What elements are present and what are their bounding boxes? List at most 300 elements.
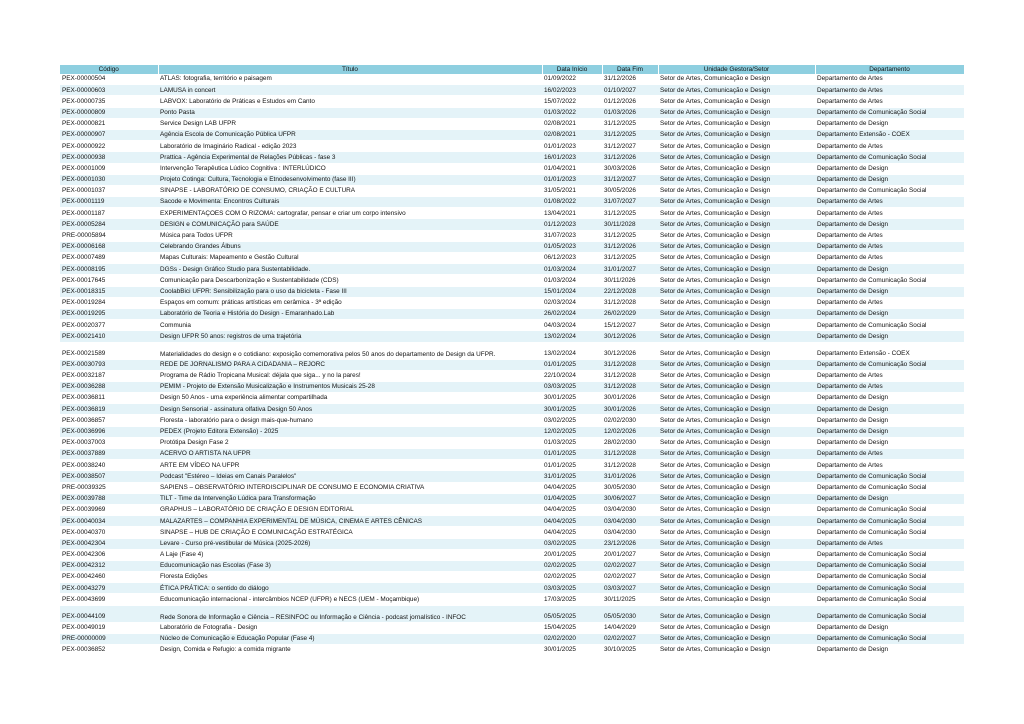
- table-row[interactable]: [60, 275, 964, 286]
- table-row[interactable]: [60, 308, 964, 319]
- cell-departamento[interactable]: Departamento de Artes: [815, 197, 964, 208]
- cell-data-inicio[interactable]: 04/04/2025: [542, 527, 602, 538]
- cell-departamento[interactable]: Departamento de Artes: [815, 74, 964, 85]
- table-row[interactable]: [60, 504, 964, 515]
- cell-titulo[interactable]: Educomunicação nas Escolas (Fase 3): [158, 560, 542, 571]
- cell-titulo[interactable]: ACERVO O ARTISTA NA UFPR: [158, 449, 542, 460]
- cell-data-fim[interactable]: 05/05/2030: [602, 605, 658, 622]
- cell-unidade[interactable]: Setor de Artes, Comunicação e Design: [658, 331, 815, 342]
- cell-codigo[interactable]: PEX-00001009: [60, 163, 158, 174]
- cell-data-inicio[interactable]: 13/02/2024: [542, 342, 602, 359]
- table-row[interactable]: [60, 241, 964, 252]
- cell-unidade[interactable]: Setor de Artes, Comunicação e Design: [658, 549, 815, 560]
- cell-departamento[interactable]: Departamento de Artes: [815, 297, 964, 308]
- cell-data-fim[interactable]: 01/03/2026: [602, 107, 658, 118]
- cell-titulo[interactable]: Protótipa Design Fase 2: [158, 437, 542, 448]
- header-departamento[interactable]: Departamento: [815, 65, 964, 74]
- cell-titulo[interactable]: Materialidades do design e o cotidiano: exposição comemorativa pelos 50 anos do departamento de Design da UFPR.: [158, 342, 542, 359]
- cell-data-fim[interactable]: 01/12/2026: [602, 96, 658, 107]
- cell-data-inicio[interactable]: 03/03/2025: [542, 381, 602, 392]
- cell-titulo[interactable]: Design Sensorial - assinatura olfativa Design 50 Anos: [158, 404, 542, 415]
- table-row[interactable]: [60, 320, 964, 331]
- cell-codigo[interactable]: PEX-00040370: [60, 527, 158, 538]
- cell-data-fim[interactable]: 31/12/2028: [602, 359, 658, 370]
- cell-unidade[interactable]: Setor de Artes, Comunicação e Design: [658, 633, 815, 644]
- cell-unidade[interactable]: Setor de Artes, Comunicação e Design: [658, 297, 815, 308]
- cell-data-inicio[interactable]: 13/02/2024: [542, 331, 602, 342]
- cell-data-fim[interactable]: 02/02/2027: [602, 633, 658, 644]
- cell-codigo[interactable]: PEX-00039788: [60, 493, 158, 504]
- cell-departamento[interactable]: Departamento de Artes: [815, 141, 964, 152]
- cell-data-fim[interactable]: 31/12/2028: [602, 449, 658, 460]
- table-row[interactable]: [60, 197, 964, 208]
- cell-data-inicio[interactable]: 03/02/2025: [542, 415, 602, 426]
- cell-data-inicio[interactable]: 31/07/2023: [542, 230, 602, 241]
- table-row[interactable]: [60, 460, 964, 471]
- table-row[interactable]: [60, 381, 964, 392]
- cell-departamento[interactable]: Departamento de Design: [815, 393, 964, 404]
- cell-codigo[interactable]: PEX-00018315: [60, 286, 158, 297]
- cell-titulo[interactable]: Design, Comida e Refugio: a comida migrante: [158, 645, 542, 656]
- cell-data-fim[interactable]: 31/12/2028: [602, 460, 658, 471]
- cell-codigo[interactable]: PEX-00008195: [60, 264, 158, 275]
- cell-titulo[interactable]: SINAPSE – HUB DE CRIAÇÃO E COMUNICAÇÃO ESTRATÉGICA: [158, 527, 542, 538]
- table-row[interactable]: [60, 404, 964, 415]
- cell-titulo[interactable]: TILT - Time da Intervenção Lúdica para Transformação: [158, 493, 542, 504]
- table-row[interactable]: [60, 549, 964, 560]
- cell-data-inicio[interactable]: 16/01/2023: [542, 152, 602, 163]
- cell-titulo[interactable]: Levare - Curso pré-vestibular de Música (2025-2026): [158, 538, 542, 549]
- cell-data-inicio[interactable]: 01/04/2021: [542, 163, 602, 174]
- cell-departamento[interactable]: Departamento de Comunicação Social: [815, 275, 964, 286]
- cell-departamento[interactable]: Departamento de Design: [815, 331, 964, 342]
- cell-data-fim[interactable]: 31/12/2028: [602, 381, 658, 392]
- table-row[interactable]: [60, 253, 964, 264]
- cell-data-fim[interactable]: 31/12/2026: [602, 241, 658, 252]
- cell-data-inicio[interactable]: 01/01/2023: [542, 174, 602, 185]
- cell-codigo[interactable]: PEX-00001037: [60, 185, 158, 196]
- cell-titulo[interactable]: Intervenção Terapêutica Lúdico Cognitiva : INTERLÚDICO: [158, 163, 542, 174]
- cell-data-fim[interactable]: 02/02/2027: [602, 560, 658, 571]
- cell-codigo[interactable]: PEX-00036852: [60, 645, 158, 656]
- cell-unidade[interactable]: Setor de Artes, Comunicação e Design: [658, 527, 815, 538]
- cell-titulo[interactable]: DESIGN e COMUNICAÇÃO para SAÚDE: [158, 219, 542, 230]
- cell-data-inicio[interactable]: 02/08/2021: [542, 118, 602, 129]
- cell-data-fim[interactable]: 02/02/2027: [602, 572, 658, 583]
- cell-codigo[interactable]: PRE-00039325: [60, 482, 158, 493]
- cell-data-inicio[interactable]: 22/10/2024: [542, 370, 602, 381]
- cell-data-inicio[interactable]: 02/08/2021: [542, 129, 602, 140]
- table-row[interactable]: [60, 286, 964, 297]
- table-row[interactable]: [60, 163, 964, 174]
- cell-data-fim[interactable]: 31/12/2025: [602, 208, 658, 219]
- cell-data-inicio[interactable]: 30/01/2025: [542, 404, 602, 415]
- cell-titulo[interactable]: Laboratório de Imaginário Radical - edição 2023: [158, 141, 542, 152]
- cell-titulo[interactable]: MALAZARTES – COMPANHIA EXPERIMENTAL DE MÚSICA, CINEMA E ARTES CÊNICAS: [158, 516, 542, 527]
- cell-data-fim[interactable]: 31/01/2026: [602, 471, 658, 482]
- cell-titulo[interactable]: Communia: [158, 320, 542, 331]
- cell-titulo[interactable]: Comunicação para Descarbonização e Sustentabilidade (CDS): [158, 275, 542, 286]
- cell-data-inicio[interactable]: 02/02/2020: [542, 633, 602, 644]
- table-row[interactable]: [60, 633, 964, 644]
- table-row[interactable]: [60, 331, 964, 342]
- cell-unidade[interactable]: Setor de Artes, Comunicação e Design: [658, 583, 815, 594]
- cell-unidade[interactable]: Setor de Artes, Comunicação e Design: [658, 197, 815, 208]
- cell-codigo[interactable]: PEX-00037889: [60, 449, 158, 460]
- cell-titulo[interactable]: EXPERIMENTAÇOES COM O RIZOMA: cartografar, pensar e criar um corpo intensivo: [158, 208, 542, 219]
- table-row[interactable]: [60, 174, 964, 185]
- table-row[interactable]: [60, 208, 964, 219]
- cell-departamento[interactable]: Departamento de Comunicação Social: [815, 185, 964, 196]
- cell-data-fim[interactable]: 31/01/2027: [602, 264, 658, 275]
- cell-data-inicio[interactable]: 02/03/2024: [542, 297, 602, 308]
- cell-departamento[interactable]: Departamento de Comunicação Social: [815, 560, 964, 571]
- cell-departamento[interactable]: Departamento de Artes: [815, 230, 964, 241]
- cell-titulo[interactable]: LAMUSA in concert: [158, 85, 542, 96]
- cell-unidade[interactable]: Setor de Artes, Comunicação e Design: [658, 471, 815, 482]
- cell-codigo[interactable]: PEX-00042312: [60, 560, 158, 571]
- cell-data-inicio[interactable]: 31/05/2021: [542, 185, 602, 196]
- cell-unidade[interactable]: Setor de Artes, Comunicação e Design: [658, 163, 815, 174]
- cell-data-fim[interactable]: 01/10/2027: [602, 85, 658, 96]
- cell-data-fim[interactable]: 30/01/2026: [602, 393, 658, 404]
- cell-titulo[interactable]: GRAPHUS – LABORATÓRIO DE CRIAÇÃO E DESIGN EDITORIAL: [158, 504, 542, 515]
- table-row[interactable]: [60, 538, 964, 549]
- cell-data-fim[interactable]: 31/12/2026: [602, 74, 658, 85]
- cell-data-fim[interactable]: 31/12/2025: [602, 230, 658, 241]
- cell-unidade[interactable]: Setor de Artes, Comunicação e Design: [658, 185, 815, 196]
- cell-codigo[interactable]: PEX-00000922: [60, 141, 158, 152]
- cell-departamento[interactable]: Departamento de Artes: [815, 241, 964, 252]
- table-row[interactable]: [60, 141, 964, 152]
- cell-codigo[interactable]: PEX-00038507: [60, 471, 158, 482]
- cell-data-inicio[interactable]: 02/02/2025: [542, 560, 602, 571]
- cell-data-inicio[interactable]: 06/12/2023: [542, 253, 602, 264]
- cell-unidade[interactable]: Setor de Artes, Comunicação e Design: [658, 208, 815, 219]
- cell-unidade[interactable]: Setor de Artes, Comunicação e Design: [658, 342, 815, 359]
- cell-data-fim[interactable]: 02/02/2030: [602, 415, 658, 426]
- cell-data-inicio[interactable]: 01/03/2024: [542, 264, 602, 275]
- cell-codigo[interactable]: PEX-00040034: [60, 516, 158, 527]
- cell-departamento[interactable]: Departamento de Artes: [815, 449, 964, 460]
- cell-data-inicio[interactable]: 31/01/2025: [542, 471, 602, 482]
- cell-unidade[interactable]: Setor de Artes, Comunicação e Design: [658, 449, 815, 460]
- table-row[interactable]: [60, 129, 964, 140]
- cell-data-inicio[interactable]: 30/01/2025: [542, 393, 602, 404]
- cell-data-fim[interactable]: 30/11/2025: [602, 594, 658, 605]
- cell-titulo[interactable]: SINAPSE - LABORATÓRIO DE CONSUMO, CRIAÇÃO E CULTURA: [158, 185, 542, 196]
- cell-data-inicio[interactable]: 01/12/2023: [542, 219, 602, 230]
- table-row[interactable]: [60, 605, 964, 622]
- cell-unidade[interactable]: Setor de Artes, Comunicação e Design: [658, 320, 815, 331]
- cell-codigo[interactable]: PEX-00021410: [60, 331, 158, 342]
- cell-unidade[interactable]: Setor de Artes, Comunicação e Design: [658, 622, 815, 633]
- cell-departamento[interactable]: Departamento de Comunicação Social: [815, 633, 964, 644]
- table-row[interactable]: [60, 426, 964, 437]
- header-titulo[interactable]: Título: [158, 65, 542, 74]
- cell-unidade[interactable]: Setor de Artes, Comunicação e Design: [658, 96, 815, 107]
- cell-codigo[interactable]: PEX-00019284: [60, 297, 158, 308]
- cell-departamento[interactable]: Departamento de Design: [815, 174, 964, 185]
- cell-unidade[interactable]: Setor de Artes, Comunicação e Design: [658, 129, 815, 140]
- table-row[interactable]: [60, 415, 964, 426]
- cell-departamento[interactable]: Departamento de Artes: [815, 370, 964, 381]
- cell-data-fim[interactable]: 31/12/2025: [602, 253, 658, 264]
- cell-departamento[interactable]: Departamento de Comunicação Social: [815, 359, 964, 370]
- table-row[interactable]: [60, 74, 964, 85]
- cell-data-fim[interactable]: 12/02/2026: [602, 426, 658, 437]
- cell-unidade[interactable]: Setor de Artes, Comunicação e Design: [658, 426, 815, 437]
- cell-data-fim[interactable]: 30/12/2026: [602, 342, 658, 359]
- cell-departamento[interactable]: Departamento de Comunicação Social: [815, 549, 964, 560]
- cell-departamento[interactable]: Departamento de Design: [815, 437, 964, 448]
- cell-unidade[interactable]: Setor de Artes, Comunicação e Design: [658, 286, 815, 297]
- header-data-inicio[interactable]: Data Início: [542, 65, 602, 74]
- cell-unidade[interactable]: Setor de Artes, Comunicação e Design: [658, 107, 815, 118]
- cell-titulo[interactable]: Agência Escola de Comunicação Pública UFPR: [158, 129, 542, 140]
- cell-departamento[interactable]: Departamento Extensão - COEX: [815, 129, 964, 140]
- cell-data-inicio[interactable]: 26/02/2024: [542, 308, 602, 319]
- cell-codigo[interactable]: PEX-00021589: [60, 342, 158, 359]
- table-row[interactable]: [60, 482, 964, 493]
- cell-data-fim[interactable]: 15/12/2027: [602, 320, 658, 331]
- cell-departamento[interactable]: Departamento Extensão - COEX: [815, 342, 964, 359]
- cell-departamento[interactable]: Departamento de Design: [815, 622, 964, 633]
- cell-codigo[interactable]: PEX-00000907: [60, 129, 158, 140]
- cell-departamento[interactable]: Departamento de Design: [815, 493, 964, 504]
- cell-titulo[interactable]: DGSs - Design Gráfico Studio para Sustentabilidade.: [158, 264, 542, 275]
- cell-codigo[interactable]: PEX-00036996: [60, 426, 158, 437]
- cell-data-inicio[interactable]: 30/01/2025: [542, 645, 602, 656]
- cell-unidade[interactable]: Setor de Artes, Comunicação e Design: [658, 308, 815, 319]
- table-row[interactable]: [60, 118, 964, 129]
- cell-departamento[interactable]: Departamento de Artes: [815, 460, 964, 471]
- cell-codigo[interactable]: PEX-00030793: [60, 359, 158, 370]
- cell-codigo[interactable]: PEX-00000809: [60, 107, 158, 118]
- cell-titulo[interactable]: Programa de Rádio Tropicana Musical: déjala que siga... y no la pares!: [158, 370, 542, 381]
- cell-unidade[interactable]: Setor de Artes, Comunicação e Design: [658, 85, 815, 96]
- cell-data-inicio[interactable]: 01/01/2025: [542, 460, 602, 471]
- cell-data-fim[interactable]: 31/12/2027: [602, 174, 658, 185]
- cell-departamento[interactable]: Departamento de Design: [815, 219, 964, 230]
- cell-unidade[interactable]: Setor de Artes, Comunicação e Design: [658, 538, 815, 549]
- cell-unidade[interactable]: Setor de Artes, Comunicação e Design: [658, 219, 815, 230]
- cell-data-fim[interactable]: 14/04/2029: [602, 622, 658, 633]
- cell-unidade[interactable]: Setor de Artes, Comunicação e Design: [658, 359, 815, 370]
- cell-departamento[interactable]: Departamento de Design: [815, 308, 964, 319]
- cell-unidade[interactable]: Setor de Artes, Comunicação e Design: [658, 141, 815, 152]
- cell-titulo[interactable]: Laboratório de Teoria e História do Design - Emaranhado.Lab: [158, 308, 542, 319]
- cell-data-inicio[interactable]: 04/03/2024: [542, 320, 602, 331]
- table-row[interactable]: [60, 516, 964, 527]
- table-row[interactable]: [60, 264, 964, 275]
- table-row[interactable]: [60, 219, 964, 230]
- cell-codigo[interactable]: PEX-00001030: [60, 174, 158, 185]
- cell-departamento[interactable]: Departamento de Comunicação Social: [815, 152, 964, 163]
- table-row[interactable]: [60, 230, 964, 241]
- cell-codigo[interactable]: PEX-00017645: [60, 275, 158, 286]
- cell-unidade[interactable]: Setor de Artes, Comunicação e Design: [658, 560, 815, 571]
- cell-unidade[interactable]: Setor de Artes, Comunicação e Design: [658, 230, 815, 241]
- cell-data-fim[interactable]: 31/12/2028: [602, 297, 658, 308]
- cell-titulo[interactable]: ARTE EM VÍDEO NA UFPR: [158, 460, 542, 471]
- table-row[interactable]: [60, 342, 964, 359]
- cell-data-fim[interactable]: 20/01/2027: [602, 549, 658, 560]
- cell-codigo[interactable]: PEX-00001187: [60, 208, 158, 219]
- cell-data-inicio[interactable]: 01/04/2025: [542, 493, 602, 504]
- cell-unidade[interactable]: Setor de Artes, Comunicação e Design: [658, 572, 815, 583]
- cell-titulo[interactable]: Educomunicação internacional - intercâmbios NCEP (UFPR) e NECS (UEM - Moçambique): [158, 594, 542, 605]
- cell-unidade[interactable]: Setor de Artes, Comunicação e Design: [658, 504, 815, 515]
- cell-codigo[interactable]: PEX-00020377: [60, 320, 158, 331]
- cell-codigo[interactable]: PEX-00000504: [60, 74, 158, 85]
- cell-codigo[interactable]: PEX-00037003: [60, 437, 158, 448]
- cell-data-inicio[interactable]: 03/02/2025: [542, 538, 602, 549]
- table-row[interactable]: [60, 107, 964, 118]
- cell-data-inicio[interactable]: 12/02/2025: [542, 426, 602, 437]
- cell-titulo[interactable]: PEDEX (Projeto Editora Extensão) - 2025: [158, 426, 542, 437]
- cell-departamento[interactable]: Departamento de Comunicação Social: [815, 605, 964, 622]
- cell-codigo[interactable]: PEX-00036819: [60, 404, 158, 415]
- cell-codigo[interactable]: PEX-00036811: [60, 393, 158, 404]
- cell-departamento[interactable]: Departamento de Artes: [815, 208, 964, 219]
- cell-data-inicio[interactable]: 01/01/2025: [542, 359, 602, 370]
- table-row[interactable]: [60, 370, 964, 381]
- cell-departamento[interactable]: Departamento de Artes: [815, 85, 964, 96]
- cell-titulo[interactable]: Ponto Pasta: [158, 107, 542, 118]
- cell-data-inicio[interactable]: 03/03/2025: [542, 583, 602, 594]
- cell-data-inicio[interactable]: 01/01/2023: [542, 141, 602, 152]
- cell-data-fim[interactable]: 31/12/2026: [602, 152, 658, 163]
- cell-data-fim[interactable]: 03/04/2030: [602, 527, 658, 538]
- cell-departamento[interactable]: Departamento de Artes: [815, 538, 964, 549]
- cell-codigo[interactable]: PEX-00036288: [60, 381, 158, 392]
- cell-data-inicio[interactable]: 01/03/2025: [542, 437, 602, 448]
- cell-titulo[interactable]: Laboratório de Fotografia - Design: [158, 622, 542, 633]
- table-row[interactable]: [60, 437, 964, 448]
- cell-codigo[interactable]: PEX-00001119: [60, 197, 158, 208]
- cell-titulo[interactable]: Celebrando Grandes Álbuns: [158, 241, 542, 252]
- cell-departamento[interactable]: Departamento de Comunicação Social: [815, 504, 964, 515]
- table-row[interactable]: [60, 622, 964, 633]
- cell-data-fim[interactable]: 03/04/2030: [602, 516, 658, 527]
- cell-data-fim[interactable]: 31/07/2027: [602, 197, 658, 208]
- cell-codigo[interactable]: PEX-00000735: [60, 96, 158, 107]
- cell-unidade[interactable]: Setor de Artes, Comunicação e Design: [658, 381, 815, 392]
- cell-unidade[interactable]: Setor de Artes, Comunicação e Design: [658, 74, 815, 85]
- header-unidade[interactable]: Unidade Gestora/Setor: [658, 65, 815, 74]
- cell-data-fim[interactable]: 31/12/2027: [602, 141, 658, 152]
- cell-codigo[interactable]: PEX-00043699: [60, 594, 158, 605]
- table-row[interactable]: [60, 85, 964, 96]
- cell-departamento[interactable]: Departamento de Design: [815, 264, 964, 275]
- cell-codigo[interactable]: PEX-00044109: [60, 605, 158, 622]
- cell-titulo[interactable]: REDE DE JORNALISMO PARA A CIDADANIA – REJORC: [158, 359, 542, 370]
- table-row[interactable]: [60, 471, 964, 482]
- table-row[interactable]: [60, 359, 964, 370]
- cell-titulo[interactable]: PEMIM - Projeto de Extensão Musicalização e Instrumentos Musicais 25-28: [158, 381, 542, 392]
- cell-departamento[interactable]: Departamento de Comunicação Social: [815, 594, 964, 605]
- cell-unidade[interactable]: Setor de Artes, Comunicação e Design: [658, 370, 815, 381]
- cell-titulo[interactable]: Espaços em comum: práticas artísticas em cerâmica - 3ª edição: [158, 297, 542, 308]
- table-row[interactable]: [60, 96, 964, 107]
- cell-codigo[interactable]: PEX-00005284: [60, 219, 158, 230]
- cell-titulo[interactable]: Floresta Edições: [158, 572, 542, 583]
- cell-titulo[interactable]: A Laje (Fase 4): [158, 549, 542, 560]
- cell-data-inicio[interactable]: 01/08/2022: [542, 197, 602, 208]
- cell-unidade[interactable]: Setor de Artes, Comunicação e Design: [658, 460, 815, 471]
- cell-unidade[interactable]: Setor de Artes, Comunicação e Design: [658, 645, 815, 656]
- cell-titulo[interactable]: Núcleo de Comunicação e Educação Popular (Fase 4): [158, 633, 542, 644]
- cell-data-inicio[interactable]: 15/01/2024: [542, 286, 602, 297]
- cell-departamento[interactable]: Departamento de Design: [815, 286, 964, 297]
- cell-data-fim[interactable]: 26/02/2029: [602, 308, 658, 319]
- cell-codigo[interactable]: PEX-00000938: [60, 152, 158, 163]
- cell-departamento[interactable]: Departamento de Comunicação Social: [815, 572, 964, 583]
- cell-codigo[interactable]: PEX-00038240: [60, 460, 158, 471]
- cell-data-inicio[interactable]: 04/04/2025: [542, 516, 602, 527]
- cell-departamento[interactable]: Departamento de Comunicação Social: [815, 482, 964, 493]
- cell-codigo[interactable]: PEX-00042460: [60, 572, 158, 583]
- cell-data-fim[interactable]: 30/05/2026: [602, 185, 658, 196]
- cell-unidade[interactable]: Setor de Artes, Comunicação e Design: [658, 482, 815, 493]
- cell-unidade[interactable]: Setor de Artes, Comunicação e Design: [658, 275, 815, 286]
- cell-data-inicio[interactable]: 01/09/2022: [542, 74, 602, 85]
- cell-unidade[interactable]: Setor de Artes, Comunicação e Design: [658, 516, 815, 527]
- cell-codigo[interactable]: PEX-00007489: [60, 253, 158, 264]
- cell-codigo[interactable]: PEX-00019295: [60, 308, 158, 319]
- cell-data-inicio[interactable]: 01/03/2022: [542, 107, 602, 118]
- cell-data-fim[interactable]: 28/02/2030: [602, 437, 658, 448]
- table-row[interactable]: [60, 645, 964, 656]
- header-codigo[interactable]: Código: [60, 65, 158, 74]
- cell-unidade[interactable]: Setor de Artes, Comunicação e Design: [658, 118, 815, 129]
- cell-departamento[interactable]: Departamento de Comunicação Social: [815, 320, 964, 331]
- cell-data-inicio[interactable]: 01/03/2024: [542, 275, 602, 286]
- cell-unidade[interactable]: Setor de Artes, Comunicação e Design: [658, 404, 815, 415]
- cell-data-fim[interactable]: 31/12/2025: [602, 129, 658, 140]
- cell-data-inicio[interactable]: 04/04/2025: [542, 482, 602, 493]
- table-row[interactable]: [60, 527, 964, 538]
- cell-data-inicio[interactable]: 13/04/2021: [542, 208, 602, 219]
- table-row[interactable]: [60, 572, 964, 583]
- cell-titulo[interactable]: Service Design LAB UFPR: [158, 118, 542, 129]
- table-row[interactable]: [60, 297, 964, 308]
- cell-titulo[interactable]: Sacode e Movimenta: Encontros Culturais: [158, 197, 542, 208]
- cell-data-fim[interactable]: 30/03/2026: [602, 163, 658, 174]
- cell-titulo[interactable]: Design 50 Anos - uma experiência alimentar compartilhada: [158, 393, 542, 404]
- cell-data-fim[interactable]: 30/05/2030: [602, 482, 658, 493]
- cell-data-fim[interactable]: 30/10/2025: [602, 645, 658, 656]
- cell-data-fim[interactable]: 22/12/2028: [602, 286, 658, 297]
- cell-data-inicio[interactable]: 15/04/2025: [542, 622, 602, 633]
- cell-titulo[interactable]: Floresta - laboratório para o design mais-que-humano: [158, 415, 542, 426]
- cell-data-inicio[interactable]: 16/02/2023: [542, 85, 602, 96]
- cell-unidade[interactable]: Setor de Artes, Comunicação e Design: [658, 152, 815, 163]
- table-row[interactable]: [60, 583, 964, 594]
- cell-unidade[interactable]: Setor de Artes, Comunicação e Design: [658, 253, 815, 264]
- cell-data-fim[interactable]: 31/12/2028: [602, 370, 658, 381]
- cell-codigo[interactable]: PEX-00039969: [60, 504, 158, 515]
- cell-departamento[interactable]: Departamento de Design: [815, 426, 964, 437]
- cell-departamento[interactable]: Departamento de Design: [815, 118, 964, 129]
- table-row[interactable]: [60, 493, 964, 504]
- cell-titulo[interactable]: LABVOX: Laboratório de Práticas e Estudos em Canto: [158, 96, 542, 107]
- cell-data-fim[interactable]: 03/04/2030: [602, 504, 658, 515]
- cell-data-inicio[interactable]: 20/01/2025: [542, 549, 602, 560]
- cell-unidade[interactable]: Setor de Artes, Comunicação e Design: [658, 493, 815, 504]
- cell-titulo[interactable]: Projeto Cotinga: Cultura, Tecnologia e Etnodesenvolvimento (fase III): [158, 174, 542, 185]
